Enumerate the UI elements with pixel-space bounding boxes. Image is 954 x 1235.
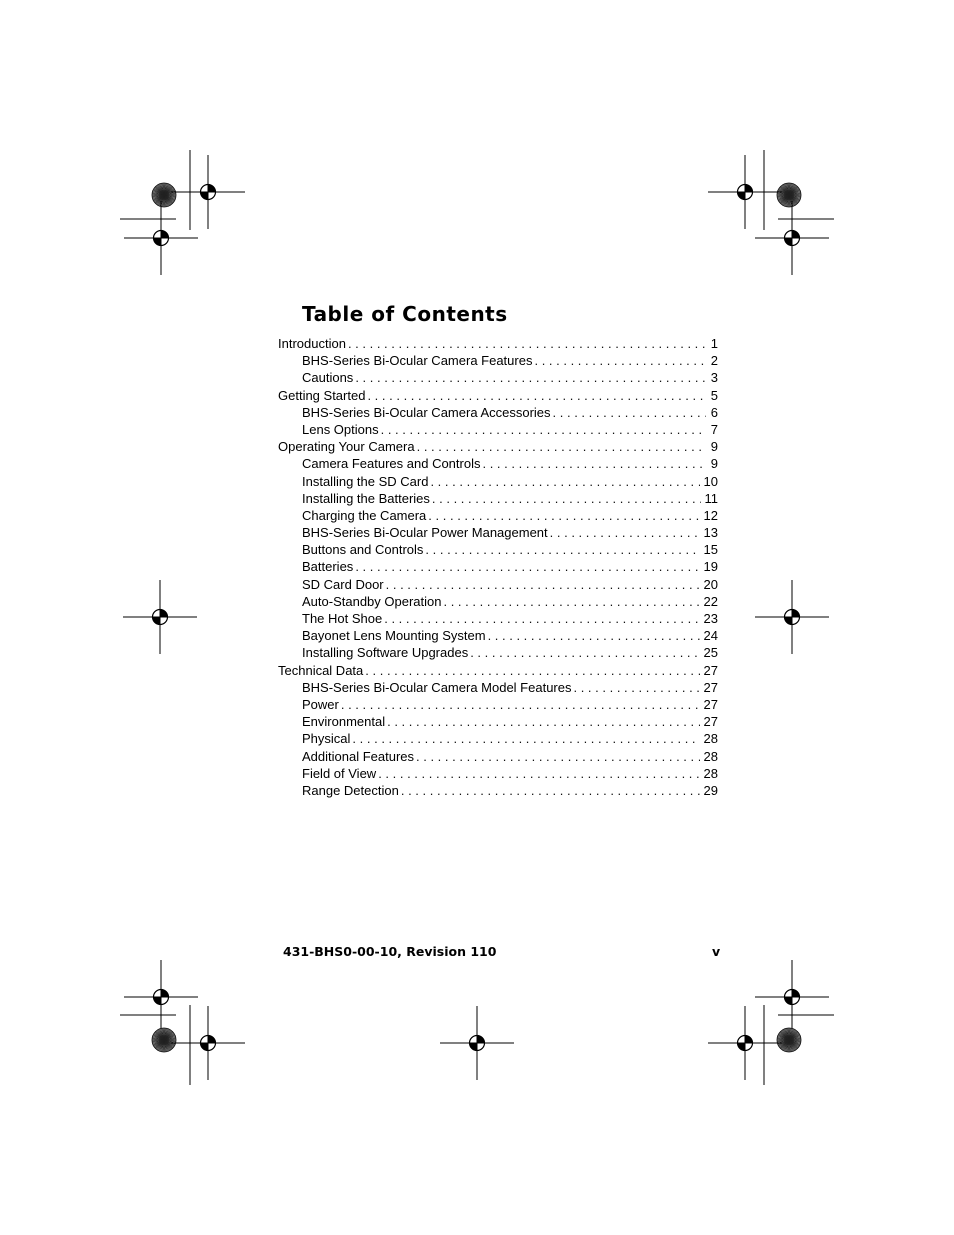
dot-leader [341, 696, 700, 713]
toc-entry[interactable] [278, 558, 718, 575]
dot-leader [384, 610, 699, 627]
toc-entry-page: 28 [703, 731, 718, 747]
toc-entry[interactable] [278, 438, 718, 455]
toc-entry-label: Installing the SD Card [302, 473, 429, 489]
toc-entry-page: 3 [710, 370, 718, 386]
toc-entry[interactable] [278, 576, 718, 593]
toc-entry[interactable] [278, 404, 718, 421]
dot-leader [430, 473, 699, 490]
toc-entry-label: Introduction [278, 336, 346, 351]
dot-leader [386, 576, 700, 593]
toc-entry-page: 10 [703, 473, 718, 489]
toc-entry-label: Lens Options [302, 421, 379, 437]
toc-entry-page: 22 [703, 593, 718, 609]
starburst-icon [777, 1028, 801, 1052]
toc-entry-page: 24 [703, 628, 718, 644]
registration-target-icon [123, 580, 197, 654]
toc-entry[interactable] [278, 765, 718, 782]
toc-entry[interactable] [278, 730, 718, 747]
document-id: 431-BHS0-00-10, Revision 110 [283, 944, 497, 959]
toc-entry-label: Range Detection [302, 782, 399, 798]
toc-entry[interactable] [278, 644, 718, 661]
toc-entry-page: 29 [703, 782, 718, 798]
table-of-contents [278, 335, 718, 799]
dot-leader [355, 558, 699, 575]
toc-entry-page: 28 [703, 748, 718, 764]
toc-entry-page: 9 [710, 439, 718, 455]
toc-entry[interactable] [278, 713, 718, 730]
toc-entry-label: Installing Software Upgrades [302, 645, 469, 661]
toc-entry-page: 25 [703, 645, 718, 661]
toc-entry[interactable] [278, 369, 718, 386]
dot-leader [428, 507, 699, 524]
toc-entry-label: Physical [302, 731, 351, 747]
toc-entry-page: 13 [703, 525, 718, 541]
dot-leader [401, 782, 700, 799]
registration-target-icon [755, 580, 829, 654]
toc-entry[interactable] [278, 421, 718, 438]
registration-target-icon [124, 960, 198, 1034]
toc-entry-label: Bayonet Lens Mounting System [302, 628, 486, 644]
toc-entry-label: Technical Data [278, 662, 364, 678]
toc-entry-page: 27 [703, 714, 718, 730]
toc-entry-page: 27 [703, 662, 718, 678]
toc-entry[interactable] [278, 524, 718, 541]
dot-leader [352, 730, 699, 747]
toc-entry-page: 27 [703, 696, 718, 712]
dot-leader [482, 455, 706, 472]
toc-entry-label: Cautions [302, 370, 354, 386]
toc-entry-label: Getting Started [278, 387, 366, 403]
toc-entry-label: BHS-Series Bi-Ocular Camera Features [302, 353, 533, 369]
toc-entry[interactable] [278, 662, 718, 679]
toc-entry[interactable] [278, 696, 718, 713]
toc-entry[interactable] [278, 541, 718, 558]
dot-leader [425, 541, 699, 558]
toc-entry-label: The Hot Shoe [302, 611, 383, 626]
dot-leader [553, 404, 706, 421]
dot-leader [367, 387, 706, 404]
toc-entry-label: Environmental [302, 714, 386, 730]
toc-entry[interactable] [278, 627, 718, 644]
toc-entry-label: Auto-Standby Operation [302, 593, 442, 609]
toc-entry-page: 1 [710, 336, 718, 351]
toc-entry-label: Batteries [302, 559, 354, 575]
dot-leader [355, 369, 706, 386]
page-title: Table of Contents [302, 302, 508, 326]
toc-entry-label: Field of View [302, 765, 377, 781]
toc-entry-page: 28 [703, 765, 718, 781]
toc-entry-page: 20 [703, 576, 718, 592]
toc-entry-label: Power [302, 696, 339, 712]
dot-leader [488, 627, 700, 644]
dot-leader [432, 490, 701, 507]
toc-entry-page: 19 [703, 559, 718, 575]
toc-entry-page: 7 [710, 421, 718, 437]
toc-entry[interactable] [278, 387, 718, 404]
toc-entry[interactable] [278, 352, 718, 369]
dot-leader [378, 765, 699, 782]
toc-entry[interactable] [278, 593, 718, 610]
starburst-icon [152, 183, 176, 207]
toc-entry[interactable] [278, 507, 718, 524]
toc-entry-page: 23 [703, 611, 718, 626]
toc-entry-label: Buttons and Controls [302, 542, 424, 558]
toc-entry[interactable] [278, 455, 718, 472]
toc-entry[interactable] [278, 679, 718, 696]
dot-leader [381, 421, 706, 438]
dot-leader [417, 438, 706, 455]
registration-target-icon [171, 155, 245, 229]
toc-entry-label: Camera Features and Controls [302, 456, 481, 472]
toc-entry[interactable] [278, 610, 718, 627]
toc-entry-label: Operating Your Camera [278, 439, 415, 455]
registration-target-icon [708, 1006, 782, 1080]
toc-entry-label: Installing the Batteries [302, 490, 430, 506]
registration-target-icon [440, 1006, 514, 1080]
dot-leader [443, 593, 699, 610]
toc-entry-page: 27 [703, 679, 718, 695]
toc-entry[interactable] [278, 335, 718, 352]
toc-entry-page: 5 [710, 387, 718, 403]
toc-entry-label: SD Card Door [302, 576, 384, 592]
starburst-icon [777, 183, 801, 207]
dot-leader [470, 644, 699, 661]
registration-target-icon [171, 1006, 245, 1080]
toc-entry-page: 2 [710, 353, 718, 369]
toc-entry[interactable] [278, 748, 718, 765]
dot-leader [387, 713, 699, 730]
toc-entry-page: 15 [703, 542, 718, 558]
toc-entry[interactable] [278, 490, 718, 507]
toc-entry-label: Charging the Camera [302, 507, 427, 523]
toc-entry-label: BHS-Series Bi-Ocular Power Management [302, 525, 548, 541]
toc-entry-label: Additional Features [302, 748, 415, 764]
toc-entry[interactable] [278, 473, 718, 490]
registration-target-icon [755, 201, 829, 275]
page-number: v [712, 944, 721, 959]
dot-leader [365, 662, 699, 679]
starburst-icon [152, 1028, 176, 1052]
toc-entry[interactable] [278, 782, 718, 799]
toc-entry-label: BHS-Series Bi-Ocular Camera Accessories [302, 404, 551, 420]
toc-entry-label: BHS-Series Bi-Ocular Camera Model Features [302, 679, 572, 695]
toc-entry-page: 6 [710, 404, 718, 420]
dot-leader [573, 679, 699, 696]
toc-entry-page: 9 [710, 456, 718, 472]
registration-target-icon [755, 960, 829, 1034]
toc-entry-page: 12 [703, 507, 718, 523]
dot-leader [550, 524, 700, 541]
registration-target-icon [124, 201, 198, 275]
dot-leader [348, 335, 706, 352]
toc-entry-page: 11 [704, 490, 718, 506]
dot-leader [416, 748, 700, 765]
dot-leader [534, 352, 706, 369]
registration-target-icon [708, 155, 782, 229]
